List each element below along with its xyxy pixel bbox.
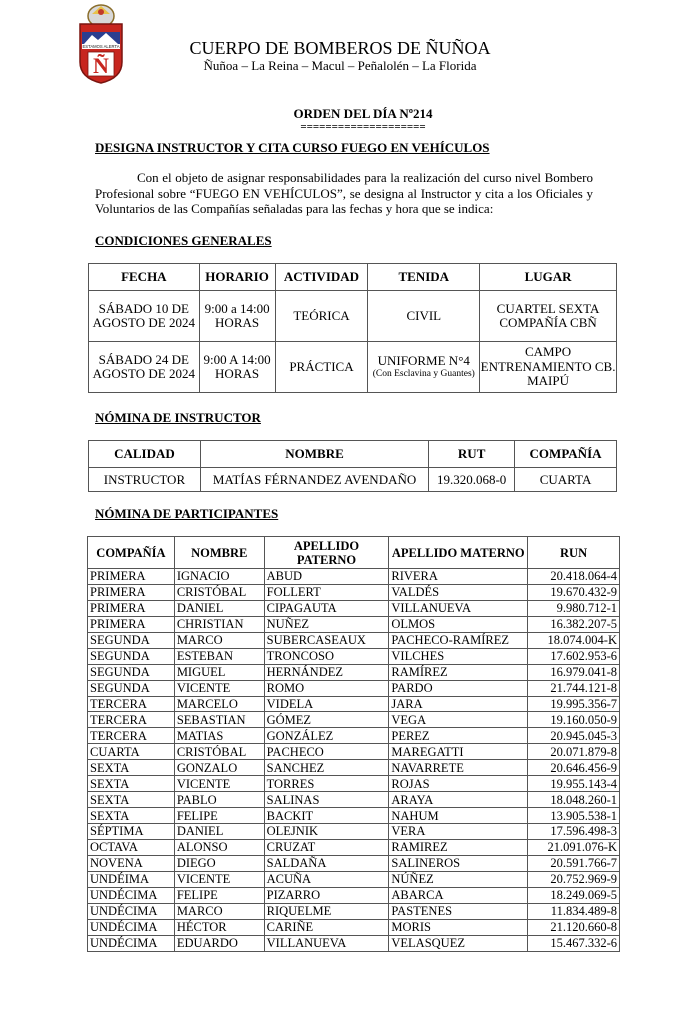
schedule-cell: 9:00 A 14:00 HORAS <box>199 342 275 393</box>
maternal-surname-cell: VELASQUEZ <box>389 935 528 951</box>
table-row <box>88 855 620 871</box>
organization-name: CUERPO DE BOMBEROS DE ÑUÑOA <box>189 38 491 58</box>
table-row <box>88 903 620 919</box>
company-cell: UNDÉCIMA <box>88 903 175 919</box>
run-cell: 15.467.332-6 <box>528 935 620 951</box>
run-cell: 17.596.498-3 <box>528 824 620 840</box>
rut-cell: 19.320.068-0 <box>429 468 515 492</box>
run-cell: 9.980.712-1 <box>528 600 620 616</box>
maternal-surname-cell: PEREZ <box>389 728 528 744</box>
conditions-header-row <box>89 264 617 291</box>
run-cell: 20.418.064-4 <box>528 569 620 585</box>
first-name-cell: PABLO <box>174 792 264 808</box>
column-header: TENIDA <box>368 264 480 291</box>
table-row <box>88 919 620 935</box>
first-name-cell: MARCO <box>174 632 264 648</box>
conditions-table <box>88 263 617 393</box>
table-row <box>88 728 620 744</box>
paternal-surname-cell: PACHECO <box>264 744 389 760</box>
column-header: COMPAÑÍA <box>515 441 617 468</box>
date-cell: SÁBADO 10 DE AGOSTO DE 2024 <box>89 291 200 342</box>
run-cell: 19.670.432-9 <box>528 584 620 600</box>
first-name-cell: DANIEL <box>174 824 264 840</box>
company-cell: PRIMERA <box>88 600 175 616</box>
run-cell: 18.048.260-1 <box>528 792 620 808</box>
subject-heading: DESIGNA INSTRUCTOR Y CITA CURSO FUEGO EN VEHÍCULOS <box>95 140 490 155</box>
maternal-surname-cell: ABARCA <box>389 887 528 903</box>
place-cell: CUARTEL SEXTA COMPAÑÍA CBÑ <box>480 291 617 342</box>
run-cell: 16.979.041-8 <box>528 664 620 680</box>
participants-header-row <box>88 537 620 569</box>
column-header: RUN <box>528 537 620 569</box>
run-cell: 19.995.356-7 <box>528 696 620 712</box>
first-name-cell: ALONSO <box>174 839 264 855</box>
table-row <box>88 712 620 728</box>
participants-table <box>87 536 620 952</box>
attire-cell <box>368 291 480 342</box>
place-cell: CAMPO ENTRENAMIENTO CB. MAIPÚ <box>480 342 617 393</box>
paternal-surname-cell: CARIÑE <box>264 919 389 935</box>
column-header: APELLIDO PATERNO <box>264 537 389 569</box>
maternal-surname-cell: VEGA <box>389 712 528 728</box>
paternal-surname-cell: HERNÁNDEZ <box>264 664 389 680</box>
maternal-surname-cell: ARAYA <box>389 792 528 808</box>
name-cell: MATÍAS FÉRNANDEZ AVENDAÑO <box>200 468 428 492</box>
paternal-surname-cell: PIZARRO <box>264 887 389 903</box>
company-cell: PRIMERA <box>88 584 175 600</box>
run-cell: 20.591.766-7 <box>528 855 620 871</box>
activity-cell: PRÁCTICA <box>275 342 368 393</box>
run-cell: 20.752.969-9 <box>528 871 620 887</box>
first-name-cell: MARCELO <box>174 696 264 712</box>
paternal-surname-cell: VILLANUEVA <box>264 935 389 951</box>
paternal-surname-cell: SUBERCASEAUX <box>264 632 389 648</box>
run-cell: 13.905.538-1 <box>528 808 620 824</box>
table-row <box>88 600 620 616</box>
run-cell: 18.249.069-5 <box>528 887 620 903</box>
maternal-surname-cell: NAVARRETE <box>389 760 528 776</box>
company-cell: SÉPTIMA <box>88 824 175 840</box>
table-row <box>88 792 620 808</box>
table-row <box>88 664 620 680</box>
maternal-surname-cell: VERA <box>389 824 528 840</box>
role-cell: INSTRUCTOR <box>89 468 201 492</box>
company-cell: UNDÉIMA <box>88 871 175 887</box>
run-cell: 18.074.004-K <box>528 632 620 648</box>
first-name-cell: MATIAS <box>174 728 264 744</box>
company-cell: OCTAVA <box>88 839 175 855</box>
run-cell: 19.955.143-4 <box>528 776 620 792</box>
company-cell: TERCERA <box>88 712 175 728</box>
maternal-surname-cell: RAMIREZ <box>389 839 528 855</box>
date-cell: SÁBADO 24 DE AGOSTO DE 2024 <box>89 342 200 393</box>
company-cell: PRIMERA <box>88 616 175 632</box>
run-cell: 20.945.045-3 <box>528 728 620 744</box>
paternal-surname-cell: TORRES <box>264 776 389 792</box>
run-cell: 20.071.879-8 <box>528 744 620 760</box>
company-cell: UNDÉCIMA <box>88 887 175 903</box>
first-name-cell: SEBASTIAN <box>174 712 264 728</box>
first-name-cell: DANIEL <box>174 600 264 616</box>
first-name-cell: IGNACIO <box>174 569 264 585</box>
maternal-surname-cell: PACHECO-RAMÍREZ <box>389 632 528 648</box>
first-name-cell: HÉCTOR <box>174 919 264 935</box>
table-row <box>89 468 617 492</box>
paternal-surname-cell: ABUD <box>264 569 389 585</box>
paternal-surname-cell: GONZÁLEZ <box>264 728 389 744</box>
company-cell: UNDÉCIMA <box>88 919 175 935</box>
maternal-surname-cell: PARDO <box>389 680 528 696</box>
logo-motto: ESTAMOS ALERTA <box>82 44 120 50</box>
paternal-surname-cell: SALDAÑA <box>264 855 389 871</box>
column-header: ACTIVIDAD <box>275 264 368 291</box>
organization-communes: Ñuñoa – La Reina – Macul – Peñalolén – La Florida <box>203 58 477 73</box>
paternal-surname-cell: SALINAS <box>264 792 389 808</box>
column-header: COMPAÑÍA <box>88 537 175 569</box>
table-row <box>88 696 620 712</box>
company-cell: SEGUNDA <box>88 664 175 680</box>
first-name-cell: MARCO <box>174 903 264 919</box>
paternal-surname-cell: RIQUELME <box>264 903 389 919</box>
column-header: RUT <box>429 441 515 468</box>
run-cell: 21.744.121-8 <box>528 680 620 696</box>
company-cell: CUARTA <box>515 468 617 492</box>
table-row <box>88 680 620 696</box>
column-header: NOMBRE <box>174 537 264 569</box>
first-name-cell: FELIPE <box>174 887 264 903</box>
participants-body <box>88 569 620 952</box>
conditions-heading: CONDICIONES GENERALES <box>95 233 272 248</box>
table-row <box>88 569 620 585</box>
company-cell: SEGUNDA <box>88 680 175 696</box>
table-row <box>88 824 620 840</box>
maternal-surname-cell: ROJAS <box>389 776 528 792</box>
order-title-rule: ==================== <box>300 121 426 133</box>
run-cell: 19.160.050-9 <box>528 712 620 728</box>
first-name-cell: VICENTE <box>174 776 264 792</box>
company-cell: SEGUNDA <box>88 632 175 648</box>
column-header: CALIDAD <box>89 441 201 468</box>
table-row <box>88 616 620 632</box>
first-name-cell: GONZALO <box>174 760 264 776</box>
table-row <box>89 342 617 393</box>
attire-value: UNIFORME N°4 <box>377 353 470 369</box>
run-cell: 21.120.660-8 <box>528 919 620 935</box>
activity-cell: TEÓRICA <box>275 291 368 342</box>
column-header: HORARIO <box>199 264 275 291</box>
run-cell: 16.382.207-5 <box>528 616 620 632</box>
column-header: FECHA <box>89 264 200 291</box>
first-name-cell: CRISTÓBAL <box>174 584 264 600</box>
maternal-surname-cell: NAHUM <box>389 808 528 824</box>
table-row <box>88 887 620 903</box>
table-row <box>88 648 620 664</box>
company-cell: SEGUNDA <box>88 648 175 664</box>
table-row <box>88 871 620 887</box>
paternal-surname-cell: OLEJNIK <box>264 824 389 840</box>
maternal-surname-cell: JARA <box>389 696 528 712</box>
maternal-surname-cell: VILLANUEVA <box>389 600 528 616</box>
participants-heading: NÓMINA DE PARTICIPANTES <box>95 506 279 521</box>
table-row <box>88 632 620 648</box>
maternal-surname-cell: VILCHES <box>389 648 528 664</box>
run-cell: 17.602.953-6 <box>528 648 620 664</box>
company-cell: SEXTA <box>88 776 175 792</box>
table-row <box>88 839 620 855</box>
schedule-cell: 9:00 a 14:00 HORAS <box>199 291 275 342</box>
first-name-cell: EDUARDO <box>174 935 264 951</box>
company-cell: PRIMERA <box>88 569 175 585</box>
intro-paragraph: Con el objeto de asignar responsabilidades para la realización del curso nivel Bombero Profesional sobre “FUEGO EN VEHÍCULOS”, se designa al Instructor y cita a los Oficiales y Voluntarios de las Compañías señaladas para las fechas y hora que se indica: <box>95 170 593 216</box>
table-row <box>88 776 620 792</box>
table-row <box>88 935 620 951</box>
paternal-surname-cell: GÓMEZ <box>264 712 389 728</box>
first-name-cell: DIEGO <box>174 855 264 871</box>
first-name-cell: VICENTE <box>174 680 264 696</box>
maternal-surname-cell: MORIS <box>389 919 528 935</box>
maternal-surname-cell: NÚÑEZ <box>389 871 528 887</box>
paternal-surname-cell: SANCHEZ <box>264 760 389 776</box>
maternal-surname-cell: PASTENES <box>389 903 528 919</box>
first-name-cell: MIGUEL <box>174 664 264 680</box>
company-cell: SEXTA <box>88 760 175 776</box>
first-name-cell: CRISTÓBAL <box>174 744 264 760</box>
instructor-table <box>88 440 617 492</box>
company-cell: TERCERA <box>88 696 175 712</box>
maternal-surname-cell: MAREGATTI <box>389 744 528 760</box>
paternal-surname-cell: ROMO <box>264 680 389 696</box>
attire-note: (Con Esclavina y Guantes) <box>372 368 475 379</box>
paternal-surname-cell: NUÑEZ <box>264 616 389 632</box>
first-name-cell: CHRISTIAN <box>174 616 264 632</box>
run-cell: 21.091.076-K <box>528 839 620 855</box>
column-header: APELLIDO MATERNO <box>389 537 528 569</box>
instructor-header-row <box>89 441 617 468</box>
logo-letter: Ñ <box>93 53 109 78</box>
maternal-surname-cell: OLMOS <box>389 616 528 632</box>
maternal-surname-cell: VALDÉS <box>389 584 528 600</box>
company-cell: NOVENA <box>88 855 175 871</box>
attire-cell <box>368 342 480 393</box>
table-row <box>88 584 620 600</box>
company-cell: SEXTA <box>88 808 175 824</box>
table-row <box>88 808 620 824</box>
attire-value: CIVIL <box>406 307 442 323</box>
maternal-surname-cell: RAMÍREZ <box>389 664 528 680</box>
order-title: ORDEN DEL DÍA Nº214 <box>293 106 433 121</box>
column-header: LUGAR <box>480 264 617 291</box>
table-row <box>88 760 620 776</box>
paternal-surname-cell: VIDELA <box>264 696 389 712</box>
run-cell: 20.646.456-9 <box>528 760 620 776</box>
first-name-cell: VICENTE <box>174 871 264 887</box>
instructor-heading: NÓMINA DE INSTRUCTOR <box>95 410 261 425</box>
table-row <box>88 744 620 760</box>
paternal-surname-cell: TRONCOSO <box>264 648 389 664</box>
table-row <box>89 291 617 342</box>
run-cell: 11.834.489-8 <box>528 903 620 919</box>
paternal-surname-cell: CIPAGAUTA <box>264 600 389 616</box>
paternal-surname-cell: CRUZAT <box>264 839 389 855</box>
paternal-surname-cell: FOLLERT <box>264 584 389 600</box>
first-name-cell: ESTEBAN <box>174 648 264 664</box>
maternal-surname-cell: RIVERA <box>389 569 528 585</box>
company-cell: SEXTA <box>88 792 175 808</box>
paternal-surname-cell: ACUÑA <box>264 871 389 887</box>
maternal-surname-cell: SALINEROS <box>389 855 528 871</box>
fire-department-shield-logo <box>76 2 126 84</box>
company-cell: CUARTA <box>88 744 175 760</box>
company-cell: TERCERA <box>88 728 175 744</box>
column-header: NOMBRE <box>200 441 428 468</box>
company-cell: UNDÉCIMA <box>88 935 175 951</box>
first-name-cell: FELIPE <box>174 808 264 824</box>
paternal-surname-cell: BACKIT <box>264 808 389 824</box>
